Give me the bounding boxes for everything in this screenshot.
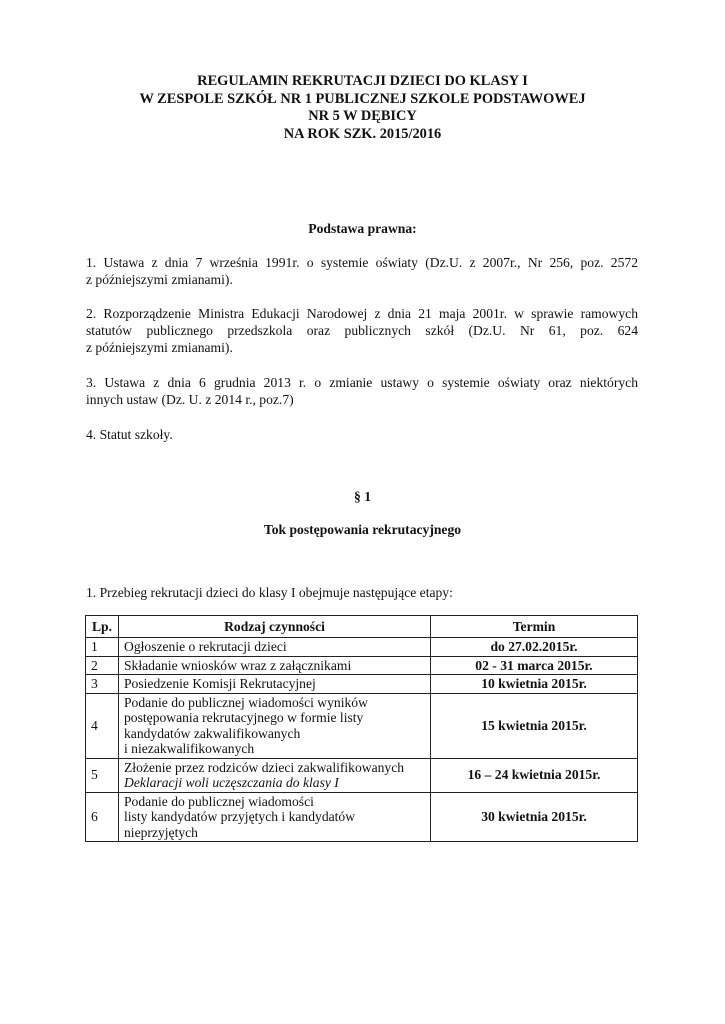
row-lp: 2 xyxy=(86,656,119,675)
row-term: 30 kwietnia 2015r. xyxy=(431,792,638,842)
text-line: z późniejszymi zmianami). xyxy=(86,272,233,287)
legal-basis-item-2 xyxy=(86,305,638,356)
row-term: do 27.02.2015r. xyxy=(431,638,638,657)
row-lp: 4 xyxy=(86,693,119,758)
text-line: 2. Rozporządzenie Ministra Edukacji Narodowej z dnia 21 maja 2001r. w sprawie ramowych xyxy=(86,306,638,321)
section-heading: Tok postępowania rekrutacyjnego xyxy=(263,522,462,537)
row-action xyxy=(119,693,431,758)
row-lp: 5 xyxy=(86,758,119,792)
table-row xyxy=(86,675,638,694)
recruitment-stages-table xyxy=(85,615,638,842)
table-row xyxy=(86,792,638,842)
legal-basis-item-4 xyxy=(86,426,638,443)
action-line: Ogłoszenie o rekrutacji dzieci xyxy=(124,639,287,654)
action-line: Składanie wniosków wraz z załącznikami xyxy=(124,657,352,673)
legal-basis-heading: Podstawa prawna: xyxy=(308,221,417,236)
row-action xyxy=(119,758,431,792)
row-action xyxy=(119,656,431,675)
action-line-italic: Deklaracji woli uczęszczania do klasy I xyxy=(124,775,339,790)
table-row xyxy=(86,638,638,657)
header-term: Termin xyxy=(431,616,638,638)
action-line: Posiedzenie Komisji Rekrutacyjnej xyxy=(124,676,316,691)
text-line: 4. Statut szkoły. xyxy=(86,427,173,442)
title-line: REGULAMIN REKRUTACJI DZIECI DO KLASY I xyxy=(197,73,528,89)
title-line: NA ROK SZK. 2015/2016 xyxy=(283,125,442,142)
row-term: 16 – 24 kwietnia 2015r. xyxy=(431,758,638,792)
row-action xyxy=(119,792,431,842)
row-action xyxy=(119,675,431,694)
row-term: 15 kwietnia 2015r. xyxy=(431,693,638,758)
text-line: innych ustaw (Dz. U. z 2014 r., poz.7) xyxy=(86,392,294,407)
header-lp: Lp. xyxy=(86,616,119,638)
title-line: W ZESPOLE SZKÓŁ NR 1 PUBLICZNEJ SZKOLE PODSTAWOWEJ xyxy=(139,90,586,107)
table-row xyxy=(86,656,638,675)
action-line: postępowania rekrutacyjnego w formie listy xyxy=(124,710,364,725)
row-term: 10 kwietnia 2015r. xyxy=(431,675,638,694)
action-line: Złożenie przez rodziców dzieci zakwalifikowanych xyxy=(124,759,405,775)
row-lp: 1 xyxy=(86,638,119,657)
document-title xyxy=(60,73,665,143)
section-intro xyxy=(86,584,638,601)
row-action xyxy=(119,638,431,657)
section-symbol: § 1 xyxy=(354,489,371,504)
action-line: i niezakwalifikowanych xyxy=(124,741,255,756)
text-line: 1. Ustawa z dnia 7 września 1991r. o systemie oświaty (Dz.U. z 2007r., Nr 256, poz. 2572 xyxy=(86,255,638,270)
action-line: listy kandydatów przyjętych i kandydatów xyxy=(124,809,356,824)
table-row xyxy=(86,693,638,758)
action-line: Podanie do publicznej wiadomości xyxy=(124,793,314,809)
row-lp: 3 xyxy=(86,675,119,694)
action-line: Podanie do publicznej wiadomości wyników xyxy=(124,694,368,710)
row-lp: 6 xyxy=(86,792,119,842)
table-row xyxy=(86,758,638,792)
table-header-row xyxy=(86,616,638,638)
action-line: kandydatów zakwalifikowanych xyxy=(124,725,301,741)
legal-basis-item-3 xyxy=(86,374,638,408)
text-line: 3. Ustawa z dnia 6 grudnia 2013 r. o zmianie ustawy o systemie oświaty oraz niektórych xyxy=(86,375,638,390)
table-body xyxy=(86,638,638,842)
action-line: nieprzyjętych xyxy=(124,824,198,840)
header-action: Rodzaj czynności xyxy=(119,616,431,638)
legal-basis-item-1 xyxy=(86,254,638,288)
text-line: statutów publicznego przedszkola oraz publicznych szkół (Dz.U. Nr 61, poz. 624 xyxy=(86,323,638,338)
row-term: 02 - 31 marca 2015r. xyxy=(431,656,638,675)
text-line: z późniejszymi zmianami). xyxy=(86,340,233,355)
title-line: NR 5 W DĘBICY xyxy=(308,108,417,124)
text-line: 1. Przebieg rekrutacji dzieci do klasy I obejmuje następujące etapy: xyxy=(86,585,453,600)
